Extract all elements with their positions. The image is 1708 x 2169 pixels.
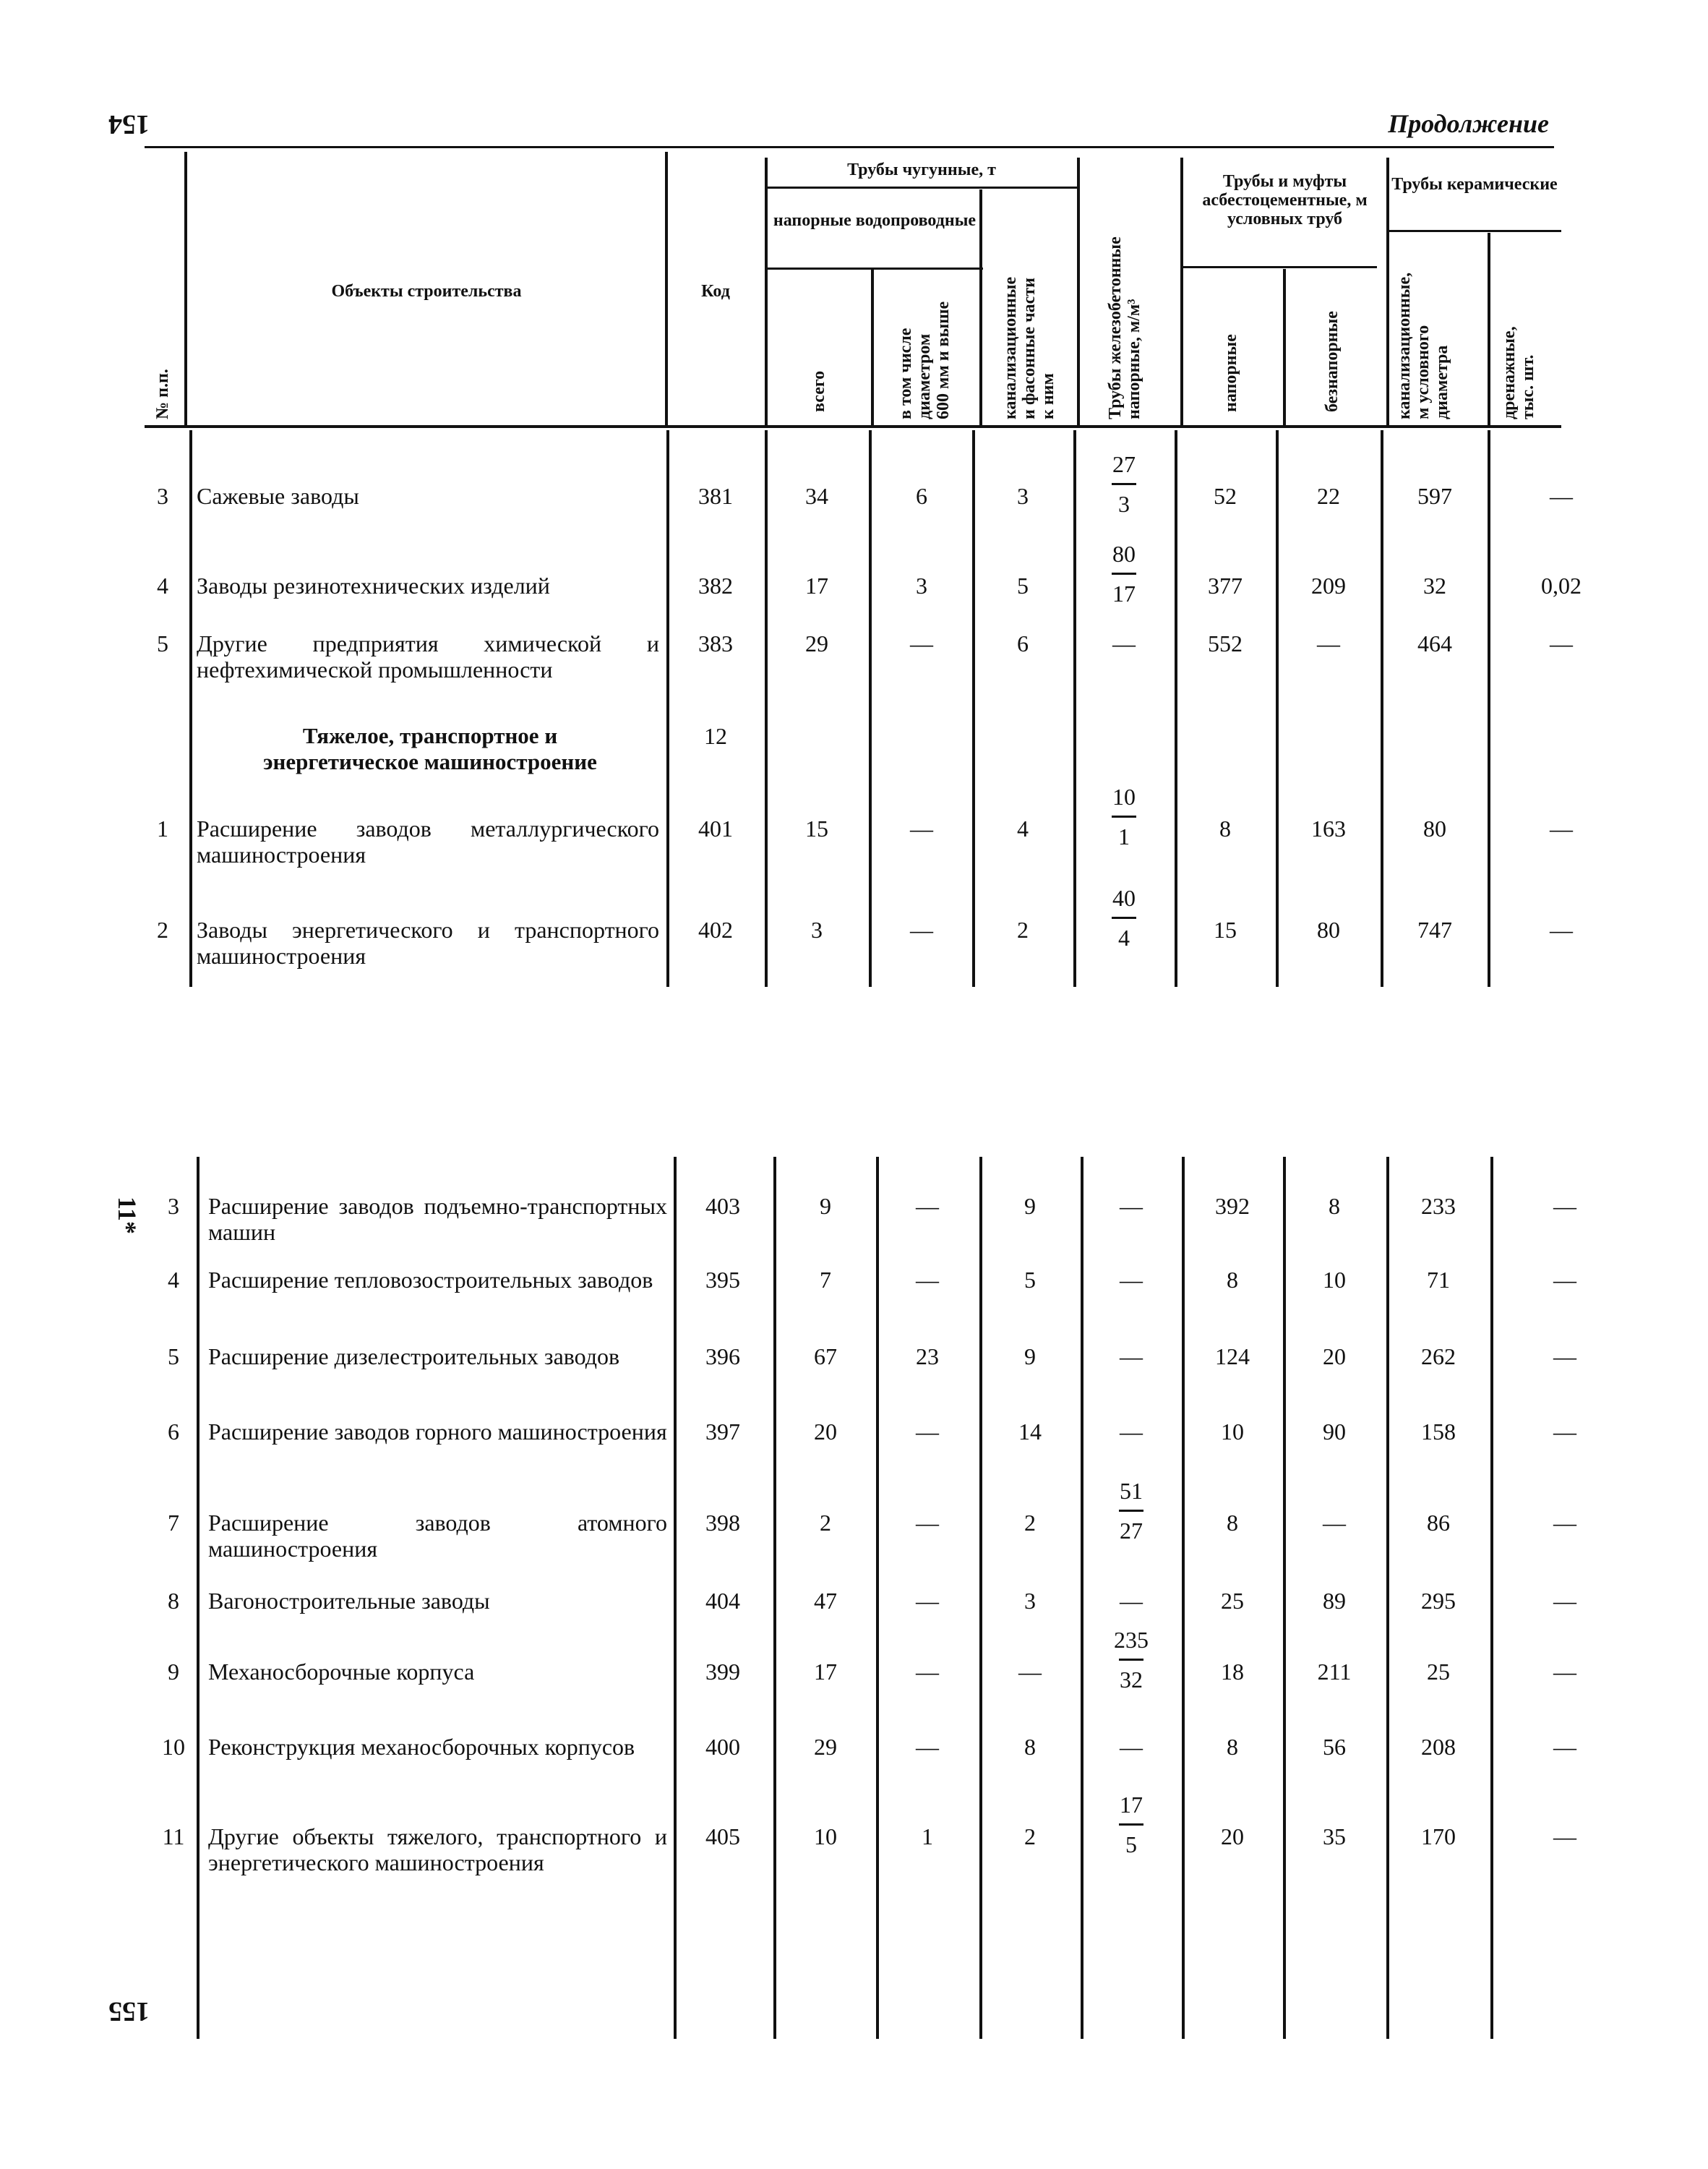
asbestos-pressure-value: 8: [1227, 1267, 1238, 1293]
header-code: Код: [701, 282, 730, 301]
pressure-water-group-rule: [766, 268, 983, 270]
fraction-bar: [1112, 573, 1136, 575]
ceramic-sewer-value: 464: [1417, 630, 1452, 656]
body-vline: [869, 430, 872, 987]
rc-pipes-value: —: [1120, 1419, 1143, 1445]
asbestos-pressure-value: 10: [1221, 1419, 1244, 1445]
code-value: 403: [705, 1193, 740, 1219]
ceramic-sewer-value: 208: [1421, 1734, 1456, 1760]
header-cer-drain: дренажные, тыс. шт.: [1500, 326, 1537, 419]
code-value: 401: [698, 816, 733, 842]
asbestos-nonpressure-value: 163: [1311, 816, 1346, 842]
body-vline: [1381, 430, 1383, 987]
asbestos-group-rule: [1182, 266, 1377, 268]
fraction-bar: [1119, 1823, 1143, 1826]
rc-pipes-numerator: 235: [1114, 1627, 1149, 1653]
sewer-fittings-value: 9: [1024, 1193, 1036, 1219]
fraction-bar: [1119, 1659, 1143, 1661]
total-value: 2: [820, 1510, 831, 1536]
dia-600-value: —: [916, 1588, 939, 1614]
asbestos-pressure-value: 15: [1214, 917, 1237, 943]
body-vline: [1175, 430, 1177, 987]
asbestos-nonpressure-value: 211: [1317, 1659, 1352, 1685]
ceramic-drain-value: —: [1550, 483, 1573, 509]
dia-600-value: —: [910, 917, 933, 943]
header-vline: [665, 152, 668, 425]
object-name: Заводы энергетического и транспортного машиностроения: [197, 917, 659, 969]
asbestos-nonpressure-value: 10: [1323, 1267, 1346, 1293]
body-vline: [1386, 1157, 1389, 2039]
header-vline: [979, 189, 982, 425]
dia-600-value: —: [910, 816, 933, 842]
row-number: 11: [162, 1823, 185, 1849]
code-value: 398: [705, 1510, 740, 1536]
body-vline: [1490, 1157, 1493, 2039]
header-cer-sewer: канализационные, м условного диаметра: [1395, 272, 1451, 419]
rc-pipes-numerator: 40: [1112, 885, 1136, 911]
header-cast-iron: Трубы чугунные, т: [847, 161, 996, 179]
ceramic-sewer-value: 295: [1421, 1588, 1456, 1614]
header-objects: Объекты строительства: [331, 282, 522, 301]
asbestos-nonpressure-value: 22: [1317, 483, 1340, 509]
dia-600-value: —: [916, 1267, 939, 1293]
ceramic-sewer-value: 747: [1417, 917, 1452, 943]
sewer-fittings-value: 5: [1024, 1267, 1036, 1293]
sewer-fittings-value: 9: [1024, 1343, 1036, 1369]
header-pressure-water: напорные водопроводные: [773, 211, 977, 230]
body-vline: [876, 1157, 879, 2039]
body-vline: [666, 430, 669, 987]
body-vline: [674, 1157, 677, 2039]
sewer-fittings-value: 5: [1017, 573, 1029, 599]
header-asb-nonpressure: безнапорные: [1323, 311, 1342, 412]
ceramic-drain-value: —: [1553, 1267, 1576, 1293]
row-number: 8: [168, 1588, 179, 1614]
sewer-fittings-value: 2: [1024, 1823, 1036, 1849]
asbestos-nonpressure-value: 209: [1311, 573, 1346, 599]
code-value: 395: [705, 1267, 740, 1293]
header-total: всего: [810, 370, 828, 412]
header-ceramic: Трубы керамические: [1391, 175, 1558, 194]
ceramic-sewer-value: 80: [1423, 816, 1446, 842]
header-vline: [1077, 158, 1080, 425]
code-value: 382: [698, 573, 733, 599]
code-value: 397: [705, 1419, 740, 1445]
header-no: № п.п.: [153, 369, 172, 419]
object-name: Расширение заводов металлургического машиностроения: [197, 816, 659, 868]
ceramic-drain-value: —: [1550, 816, 1573, 842]
header-vline: [871, 269, 874, 425]
page-number-top: 154: [108, 109, 150, 140]
sewer-fittings-value: 3: [1024, 1588, 1036, 1614]
total-value: 67: [814, 1343, 837, 1369]
ceramic-drain-value: —: [1553, 1343, 1576, 1369]
ceramic-sewer-value: 86: [1427, 1510, 1450, 1536]
body-vline: [1182, 1157, 1185, 2039]
ceramic-sewer-value: 170: [1421, 1823, 1456, 1849]
rc-pipes-value: —: [1120, 1588, 1143, 1614]
body-vline: [773, 1157, 776, 2039]
object-name: Расширение дизелестроительных заводов: [208, 1343, 620, 1369]
ceramic-drain-value: —: [1550, 630, 1573, 656]
object-name: Расширение заводов горного машиностроения: [208, 1419, 667, 1445]
continuation-label: Продолжение: [1388, 109, 1549, 138]
dia-600-value: —: [916, 1419, 939, 1445]
rc-pipes-fraction: [1088, 541, 1160, 607]
section-title: Тяжелое, транспортное и энергетическое машиностроение: [263, 723, 597, 774]
ceramic-drain-value: —: [1553, 1588, 1576, 1614]
object-name: Заводы резинотехнических изделий: [197, 573, 550, 599]
body-vline: [1276, 430, 1279, 987]
body-vline: [979, 1157, 982, 2039]
row-number: 3: [168, 1193, 179, 1219]
ceramic-sewer-value: 262: [1421, 1343, 1456, 1369]
row-number: 3: [157, 483, 168, 509]
asbestos-nonpressure-value: 56: [1323, 1734, 1346, 1760]
total-value: 17: [814, 1659, 837, 1685]
ceramic-sewer-value: 32: [1423, 573, 1446, 599]
total-value: 29: [814, 1734, 837, 1760]
object-name: Другие объекты тяжелого, транспортного и энергетического машиностроения: [208, 1823, 667, 1875]
asbestos-nonpressure-value: 35: [1323, 1823, 1346, 1849]
sewer-fittings-value: —: [1018, 1659, 1042, 1685]
ceramic-sewer-value: 71: [1427, 1267, 1450, 1293]
sewer-fittings-value: 6: [1017, 630, 1029, 656]
rc-pipes-fraction: [1088, 451, 1160, 517]
rc-pipes-fraction: [1088, 885, 1160, 951]
ceramic-sewer-value: 597: [1417, 483, 1452, 509]
object-name: Другие предприятия химической и нефтехимической промышленности: [197, 630, 659, 683]
header-vline: [1180, 158, 1183, 425]
asbestos-pressure-value: 124: [1215, 1343, 1250, 1369]
rc-pipes-numerator: 80: [1112, 541, 1136, 567]
ceramic-group-rule: [1388, 230, 1561, 232]
dia-600-value: —: [916, 1510, 939, 1536]
ceramic-drain-value: —: [1550, 917, 1573, 943]
body-vline: [197, 1157, 199, 2039]
total-value: 15: [805, 816, 828, 842]
ceramic-drain-value: —: [1553, 1659, 1576, 1685]
body-vline: [1081, 1157, 1083, 2039]
dia-600-value: —: [916, 1193, 939, 1219]
ceramic-sewer-value: 25: [1427, 1659, 1450, 1685]
row-number: 4: [157, 573, 168, 599]
ceramic-drain-value: —: [1553, 1510, 1576, 1536]
object-name: Расширение заводов атомного машиностроения: [208, 1510, 667, 1562]
header-top-rule: [145, 146, 1554, 148]
ceramic-sewer-value: 233: [1421, 1193, 1456, 1219]
code-value: 405: [705, 1823, 740, 1849]
sewer-fittings-value: 8: [1024, 1734, 1036, 1760]
sewer-fittings-value: 2: [1024, 1510, 1036, 1536]
rc-pipes-value: —: [1112, 630, 1136, 656]
fraction-bar: [1112, 816, 1136, 818]
header-rc-pipes: Трубы железобетонные напорные, м/м³: [1106, 236, 1143, 419]
rc-pipes-denominator: 3: [1118, 491, 1130, 517]
header-bottom-rule: [145, 425, 1561, 428]
sewer-fittings-value: 3: [1017, 483, 1029, 509]
cast-iron-group-rule: [766, 187, 1077, 189]
total-value: 10: [814, 1823, 837, 1849]
header-incl-600: в том числе диаметром 600 мм и выше: [896, 301, 953, 419]
header-vline: [765, 158, 768, 425]
row-number: 5: [168, 1343, 179, 1369]
dia-600-value: 3: [916, 573, 927, 599]
asbestos-pressure-value: 8: [1227, 1734, 1238, 1760]
dia-600-value: —: [910, 630, 933, 656]
object-name: Механосборочные корпуса: [208, 1659, 475, 1685]
page-number-bottom: 155: [108, 1996, 150, 2027]
body-vline: [765, 430, 768, 987]
header-vline: [1386, 158, 1389, 425]
dia-600-value: —: [916, 1659, 939, 1685]
asbestos-nonpressure-value: 90: [1323, 1419, 1346, 1445]
dia-600-value: —: [916, 1734, 939, 1760]
row-number: 6: [168, 1419, 179, 1445]
asbestos-nonpressure-value: 20: [1323, 1343, 1346, 1369]
total-value: 34: [805, 483, 828, 509]
rc-pipes-fraction: [1095, 1792, 1167, 1857]
rc-pipes-value: —: [1120, 1193, 1143, 1219]
object-name: Расширение тепловозостроительных заводов: [208, 1267, 653, 1293]
rc-pipes-fraction: [1095, 1627, 1167, 1693]
asbestos-pressure-value: 18: [1221, 1659, 1244, 1685]
total-value: 20: [814, 1419, 837, 1445]
rc-pipes-numerator: 17: [1120, 1792, 1143, 1818]
rc-pipes-denominator: 1: [1118, 823, 1130, 850]
ceramic-drain-value: —: [1553, 1419, 1576, 1445]
fraction-bar: [1112, 917, 1136, 919]
row-number: 10: [162, 1734, 185, 1760]
total-value: 47: [814, 1588, 837, 1614]
asbestos-nonpressure-value: —: [1317, 630, 1340, 656]
body-vline: [1488, 430, 1490, 987]
row-number: 1: [157, 816, 168, 842]
object-name: Расширение заводов подъемно-транспортных машин: [208, 1193, 667, 1245]
header-vline: [1488, 233, 1490, 425]
dia-600-value: 1: [922, 1823, 933, 1849]
rc-pipes-denominator: 32: [1120, 1667, 1143, 1693]
object-name: Сажевые заводы: [197, 483, 359, 509]
dia-600-value: 6: [916, 483, 927, 509]
total-value: 29: [805, 630, 828, 656]
asbestos-pressure-value: 25: [1221, 1588, 1244, 1614]
section-code: 12: [704, 723, 727, 749]
asbestos-pressure-value: 377: [1208, 573, 1243, 599]
header-vline: [1283, 269, 1286, 425]
object-name: Реконструкция механосборочных корпусов: [208, 1734, 635, 1760]
row-number: 9: [168, 1659, 179, 1685]
rc-pipes-fraction: [1088, 784, 1160, 850]
total-value: 17: [805, 573, 828, 599]
rc-pipes-numerator: 27: [1112, 451, 1136, 477]
sewer-fittings-value: 2: [1017, 917, 1029, 943]
ceramic-drain-value: —: [1553, 1734, 1576, 1760]
code-value: 396: [705, 1343, 740, 1369]
header-sewer-fittings: канализационные и фасонные части к ним: [1001, 276, 1057, 419]
header-asbestos: Трубы и муфты асбестоцементные, м условных труб: [1202, 172, 1368, 228]
total-value: 3: [811, 917, 823, 943]
row-number: 7: [168, 1510, 179, 1536]
row-number: 5: [157, 630, 168, 656]
rc-pipes-denominator: 27: [1120, 1518, 1143, 1544]
asbestos-nonpressure-value: 80: [1317, 917, 1340, 943]
row-number: 4: [168, 1267, 179, 1293]
code-value: 381: [698, 483, 733, 509]
sheet-mark: 11*: [113, 1196, 142, 1235]
code-value: 399: [705, 1659, 740, 1685]
asbestos-pressure-value: 8: [1219, 816, 1231, 842]
asbestos-nonpressure-value: —: [1323, 1510, 1346, 1536]
rc-pipes-numerator: 51: [1120, 1478, 1143, 1504]
code-value: 383: [698, 630, 733, 656]
asbestos-nonpressure-value: 8: [1329, 1193, 1340, 1219]
ceramic-drain-value: —: [1553, 1193, 1576, 1219]
object-name: Вагоностроительные заводы: [208, 1588, 490, 1614]
row-number: 2: [157, 917, 168, 943]
rc-pipes-denominator: 5: [1125, 1831, 1137, 1857]
rc-pipes-fraction: [1095, 1478, 1167, 1544]
sewer-fittings-value: 4: [1017, 816, 1029, 842]
rc-pipes-denominator: 17: [1112, 581, 1136, 607]
body-vline: [1283, 1157, 1286, 2039]
header-vline: [184, 152, 187, 425]
body-vline: [972, 430, 975, 987]
rc-pipes-value: —: [1120, 1734, 1143, 1760]
asbestos-pressure-value: 392: [1215, 1193, 1250, 1219]
code-value: 402: [698, 917, 733, 943]
asbestos-pressure-value: 8: [1227, 1510, 1238, 1536]
asbestos-pressure-value: 20: [1221, 1823, 1244, 1849]
rc-pipes-numerator: 10: [1112, 784, 1136, 810]
asbestos-pressure-value: 552: [1208, 630, 1243, 656]
dia-600-value: 23: [916, 1343, 939, 1369]
header-asb-pressure: напорные: [1222, 334, 1240, 412]
total-value: 7: [820, 1267, 831, 1293]
fraction-bar: [1112, 483, 1136, 485]
body-vline: [1073, 430, 1076, 987]
body-vline: [189, 430, 192, 987]
asbestos-nonpressure-value: 89: [1323, 1588, 1346, 1614]
rc-pipes-value: —: [1120, 1343, 1143, 1369]
ceramic-drain-value: 0,02: [1541, 573, 1582, 599]
sewer-fittings-value: 14: [1018, 1419, 1042, 1445]
ceramic-drain-value: —: [1553, 1823, 1576, 1849]
total-value: 9: [820, 1193, 831, 1219]
ceramic-sewer-value: 158: [1421, 1419, 1456, 1445]
code-value: 400: [705, 1734, 740, 1760]
fraction-bar: [1119, 1510, 1143, 1512]
rc-pipes-denominator: 4: [1118, 925, 1130, 951]
asbestos-pressure-value: 52: [1214, 483, 1237, 509]
rc-pipes-value: —: [1120, 1267, 1143, 1293]
code-value: 404: [705, 1588, 740, 1614]
